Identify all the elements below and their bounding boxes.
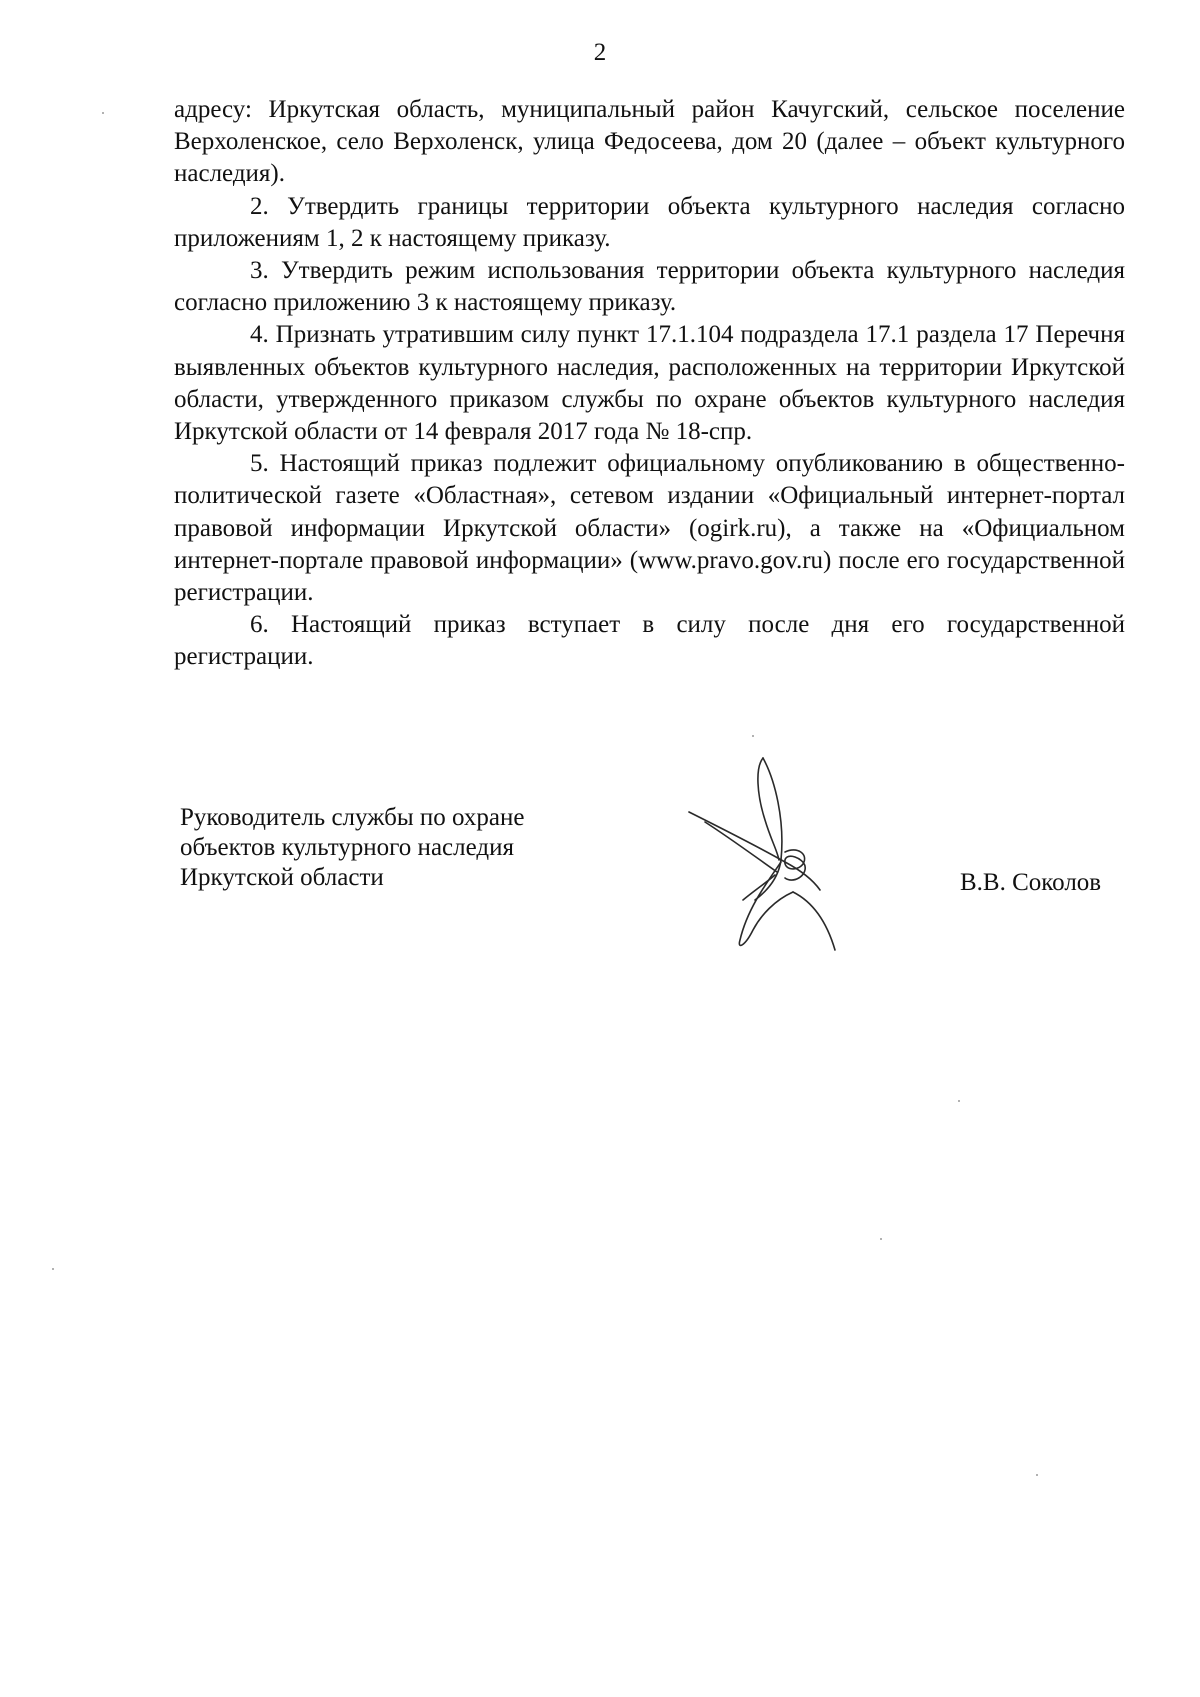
signer-position-line: Иркутской области — [180, 864, 384, 891]
handwritten-signature — [685, 750, 845, 955]
scan-speck — [52, 1268, 54, 1270]
scan-speck — [958, 1100, 960, 1102]
paragraph-item-4: 4. Признать утратившим силу пункт 17.1.104 подраздела 17.1 раздела 17 Перечня выявленных объектов культурного наследия, расположенных на территории Иркутской области, утвержденного приказом службы по охране объектов культурного наследия Иркутской области от 14 февраля 2017 года № 18-спр. — [174, 321, 1125, 446]
document-body — [174, 94, 1125, 674]
paragraph-address: адресу: Иркутская область, муниципальный район Качугский, сельское поселение Верхоленское, село Верхоленск, улица Федосеева, дом 20 (далее – объект культурного наследия). — [174, 96, 1125, 188]
scan-speck — [880, 1238, 882, 1240]
paragraph-item-2: 2. Утвердить границы территории объекта культурного наследия согласно приложениям 1, 2 к настоящему приказу. — [174, 192, 1125, 252]
signer-position — [180, 803, 524, 893]
paragraph-item-5: 5. Настоящий приказ подлежит официальному опубликованию в общественно-политической газете «Областная», сетевом издании «Официальный интернет-портал правовой информации Иркутской области» (ogirk.ru), а также на «Официальном интернет-портале правовой информации» (www.pravo.gov.ru) после его государственной регистрации. — [174, 450, 1125, 607]
signer-position-line: Руководитель службы по охране — [180, 804, 525, 831]
paragraph-item-3: 3. Утвердить режим использования территории объекта культурного наследия согласно приложению 3 к настоящему приказу. — [174, 257, 1125, 317]
scan-speck — [752, 735, 754, 737]
paragraph-item-6: 6. Настоящий приказ вступает в силу после дня его государственной регистрации. — [174, 611, 1125, 671]
signer-name: В.В. Соколов — [960, 869, 1102, 896]
scan-speck — [1036, 1474, 1038, 1476]
scan-speck — [102, 112, 104, 114]
page-number: 2 — [593, 39, 607, 66]
signer-position-line: объектов культурного наследия — [180, 834, 514, 861]
